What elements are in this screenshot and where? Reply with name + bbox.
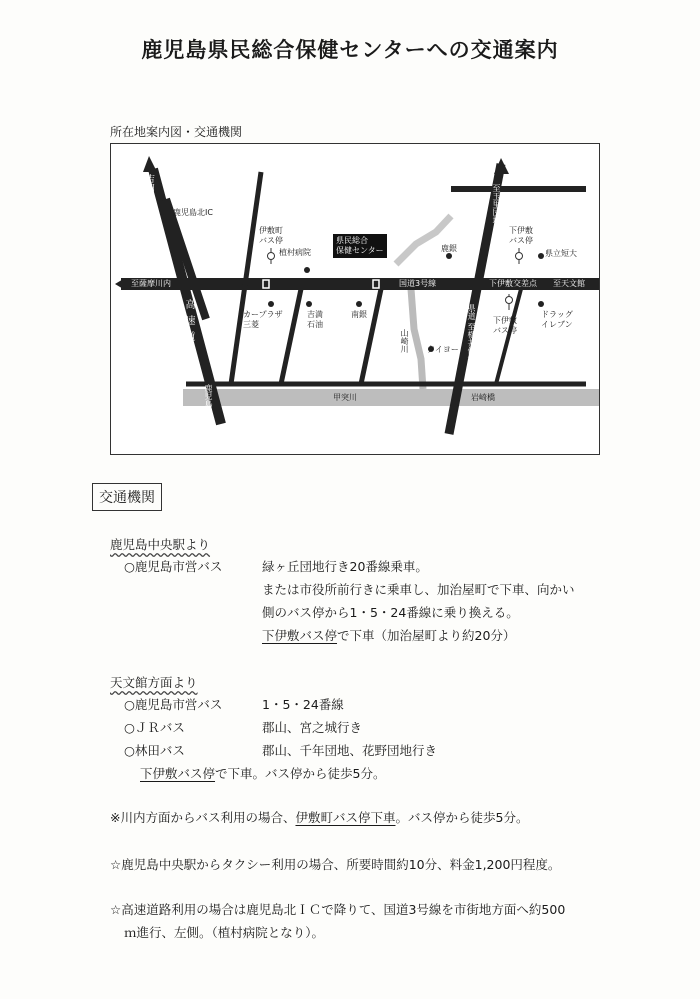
map-label-shimoisiki-bus-top: 下伊敷 バス停 xyxy=(509,226,533,245)
tenmonkan-note-rest: で下車。バス停から徒歩5分。 xyxy=(215,766,386,781)
section-title: 交通機関 xyxy=(92,483,162,511)
map-label-shimoisiki-bus-bottom: 下伊敷 バス停 xyxy=(493,316,517,335)
bus-stop-name: 下伊敷バス停 xyxy=(140,766,216,781)
street-c xyxy=(361,289,381,384)
page-title: 鹿児島県民総合保健センターへの交通案内 xyxy=(141,38,559,62)
heading-from-tenmonkan: 天文館方面より xyxy=(110,675,198,690)
map-label-isikicho-bus: 伊敷町 バス停 xyxy=(259,226,283,245)
map-label-yoshida-ic: 吉田IC xyxy=(144,174,154,201)
map-label-to-satsuma-sendai: 至薩摩川内 xyxy=(131,279,171,288)
central-line-4 xyxy=(262,626,515,644)
note-highway-2: ｍ進行、左側。（植村病院となり）。 xyxy=(124,925,325,940)
map-label-uemura-hospital: 植村病院 xyxy=(279,248,311,257)
note-sendai-stop: 伊敷町バス停下車 xyxy=(295,810,396,825)
operator-city-bus: ○鹿児島市営バス xyxy=(124,559,223,574)
access-map xyxy=(110,143,600,455)
map-label-center: 県民総合 保健センター xyxy=(333,234,387,258)
map-label-kenritsu-tandai: 県立短大 xyxy=(545,249,577,258)
note-taxi: ☆鹿児島中央駅からタクシー利用の場合、所要時間約10分、料金1,200円程度。 xyxy=(110,857,561,872)
map-label-to-tamari-danchi: 至玉里団地 xyxy=(492,184,501,224)
map-label-expressway: 高速道路 xyxy=(183,299,194,363)
map-label-to-tenmonkan: 至天文館 xyxy=(553,279,585,288)
yamazaki-river xyxy=(411,289,423,389)
tenmonkan-operator-3: ○林田バス xyxy=(124,743,185,758)
note-sendai xyxy=(110,808,528,826)
map-label-drug-eleven: ドラッグ イレブン xyxy=(541,310,573,329)
map-label-route3: 国道3号線 xyxy=(399,279,437,288)
bus-stop-name: 下伊敷バス停 xyxy=(262,628,338,643)
central-line-3: 側のバス停から1・5・24番線に乗り換える。 xyxy=(262,605,519,620)
map-label-kagoshima-ic: 鹿児島IC xyxy=(204,384,213,416)
map-label-yoshimitsu-oil: 吉満 石油 xyxy=(307,310,323,329)
arrow-head xyxy=(115,278,125,290)
note-highway-1: ☆高速道路利用の場合は鹿児島北ＩＣで降りて、国道3号線を市街地方面へ約500 xyxy=(110,902,566,917)
map-label-kagin: 鹿銀 xyxy=(441,244,457,253)
tenmonkan-detail-2: 郡山、宮之城行き xyxy=(262,720,363,735)
map-label-iwasaki-bridge: 岩崎橋 xyxy=(471,393,495,402)
tenmonkan-note xyxy=(140,764,385,782)
tenmonkan-detail-3: 郡山、千年団地、花野団地行き xyxy=(262,743,438,758)
map-label-kagoshima-kita-ic: 鹿児島北IC xyxy=(173,208,213,217)
street-b xyxy=(281,289,301,384)
central-line-1: 緑ヶ丘団地行き20番線乗車。 xyxy=(262,559,428,574)
central-line-4-rest: で下車（加治屋町より約20分） xyxy=(337,628,516,643)
map-label-kotsuki-river: 甲突川 xyxy=(333,393,357,402)
map-label-nangin: 南銀 xyxy=(351,310,367,319)
map-label-taiyo: タイヨー xyxy=(427,345,459,354)
tenmonkan-operator-2: ○ＪＲバス xyxy=(124,720,185,735)
map-label-yamazaki-river: 山崎川 xyxy=(400,329,409,353)
map-label-carplaza: カープラザ 三菱 xyxy=(243,310,283,329)
tenmonkan-detail-1: 1・5・24番線 xyxy=(262,697,344,712)
tenmonkan-operator-1: ○鹿児島市営バス xyxy=(124,697,223,712)
central-line-2: または市役所前行きに乗車し、加治屋町で下車、向かい xyxy=(262,582,575,597)
note-sendai-a: ※川内方面からバス利用の場合、 xyxy=(110,810,296,825)
tributary-river xyxy=(396,216,451,264)
map-label-shimoisiki-crossing: 下伊敷交差点 xyxy=(489,279,537,288)
arrow-head xyxy=(143,156,157,172)
map-label-prefectural-road: 県道 至横井伊集院 xyxy=(467,304,476,371)
note-sendai-c: 。バス停から徒歩5分。 xyxy=(395,810,529,825)
kotsuki-river xyxy=(183,389,599,406)
map-caption: 所在地案内図・交通機関 xyxy=(110,125,243,139)
heading-from-central: 鹿児島中央駅より xyxy=(110,537,211,552)
